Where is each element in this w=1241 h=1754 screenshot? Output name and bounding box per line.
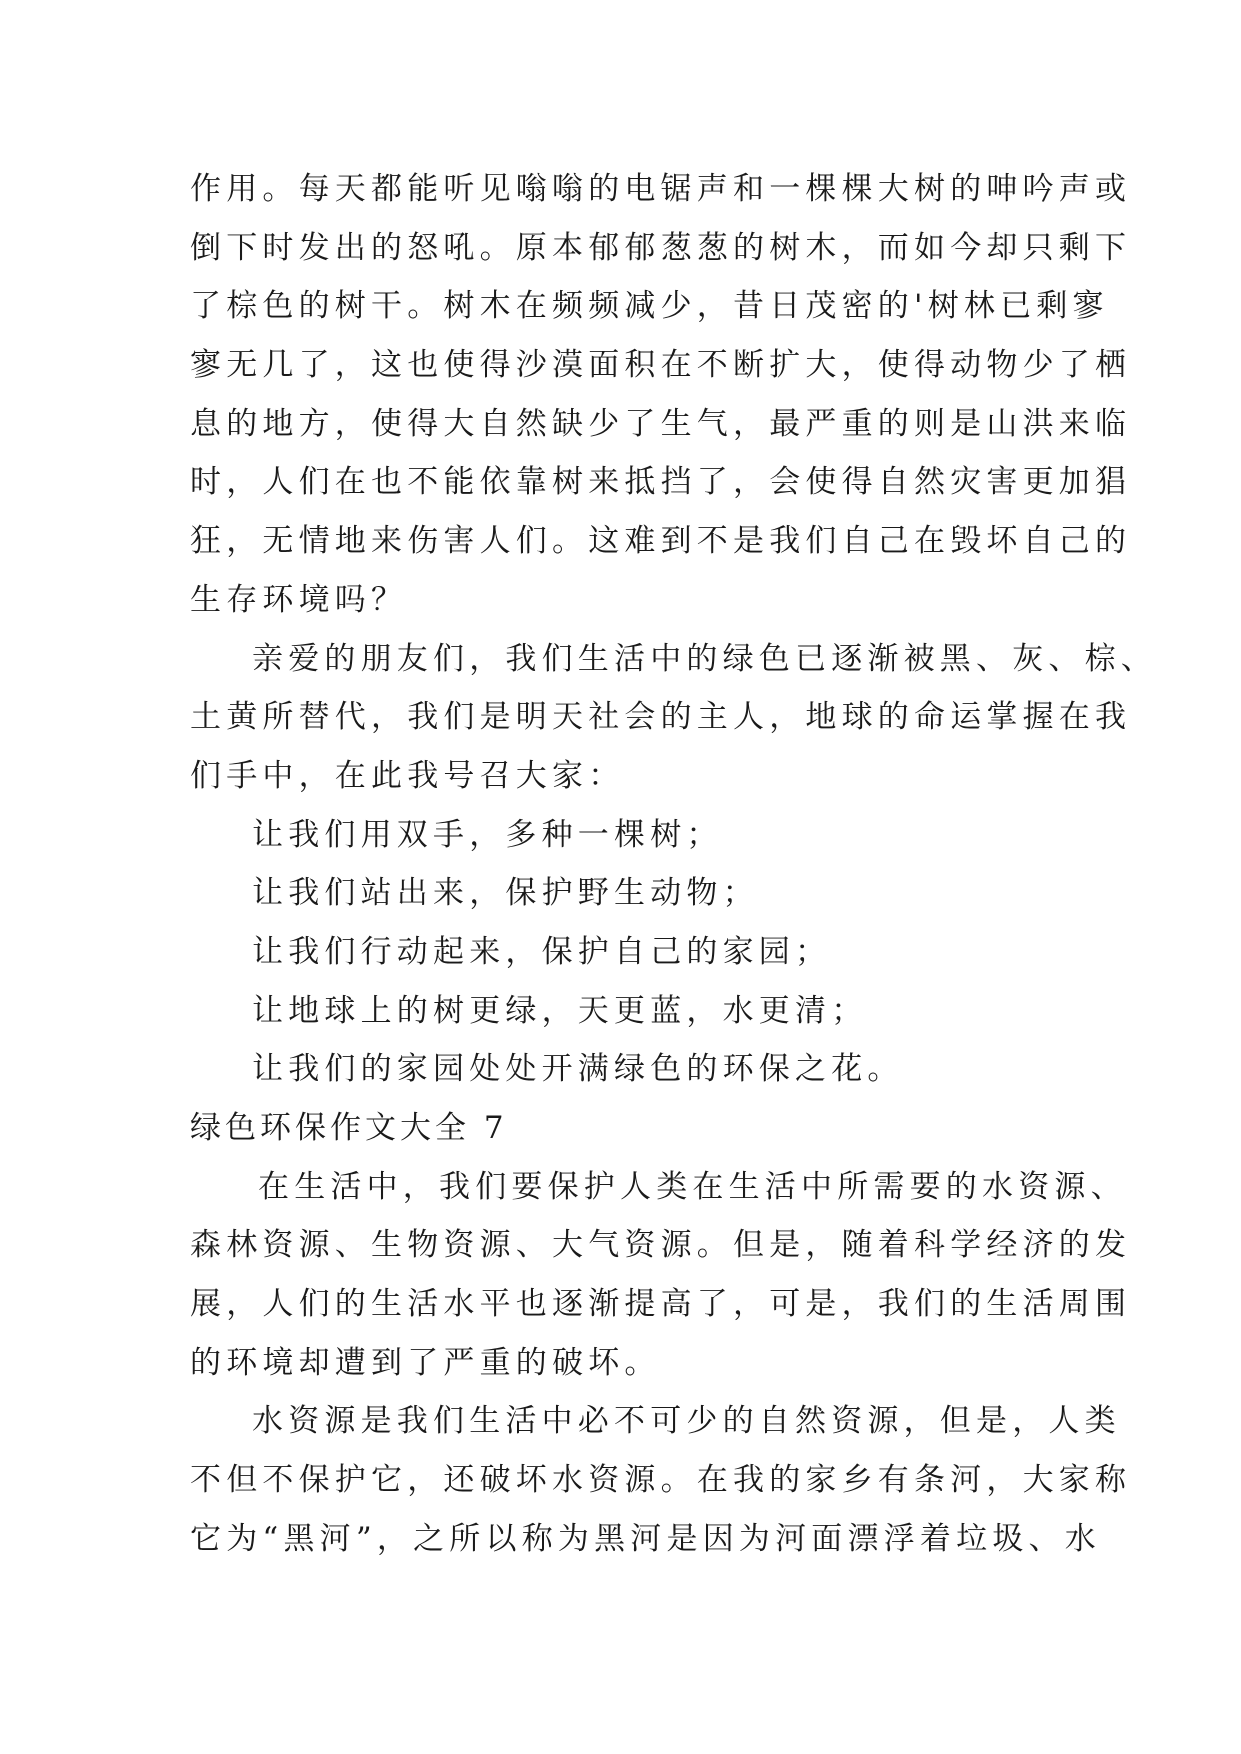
text-line: 亲爱的朋友们，我们生活中的绿色已逐渐被黑、灰、棕、 [252, 640, 1157, 677]
text-line: 作用。每天都能听见嗡嗡的电锯声和一棵棵大树的呻吟声或 [190, 171, 1132, 207]
text-line: 让地球上的树更绿，天更蓝，水更清； [252, 992, 868, 1029]
text-line: 息的地方，使得大自然缺少了生气，最严重的则是山洪来临 [190, 405, 1132, 442]
text-line: 它为“黑河”，之所以称为黑河是因为河面漂浮着垃圾、水 [190, 1520, 1101, 1557]
text-line: 水资源是我们生活中必不可少的自然资源，但是，人类 [252, 1403, 1121, 1440]
text-line: 让我们的家园处处开满绿色的环保之花。 [252, 1051, 904, 1088]
document-page [190, 160, 1157, 1569]
section-heading: 绿色环保作文大全 7 [190, 1110, 508, 1146]
text-line: 们手中，在此我号召大家： [190, 757, 625, 794]
text-line: 在生活中，我们要保护人类在生活中所需要的水资源、 [258, 1168, 1127, 1205]
text-line: 生存环境吗？ [190, 581, 408, 618]
text-line: 土黄所替代，我们是明天社会的主人，地球的命运掌握在我 [190, 699, 1132, 736]
text-line: 让我们用双手，多种一棵树； [252, 816, 723, 853]
text-line: 寥无几了，这也使得沙漠面积在不断扩大，使得动物少了栖 [190, 347, 1132, 384]
text-line: 不但不保护它，还破坏水资源。在我的家乡有条河，大家称 [190, 1462, 1132, 1499]
text-line: 倒下时发出的怒吼。原本郁郁葱葱的树木，而如今却只剩下 [190, 229, 1132, 266]
text-line: 的环境却遭到了严重的破坏。 [190, 1344, 661, 1381]
text-line: 森林资源、生物资源、大气资源。但是，随着科学经济的发 [190, 1227, 1132, 1264]
text-line: 时，人们在也不能依靠树来抵挡了，会使得自然灾害更加猖 [190, 464, 1132, 501]
text-line: 狂，无情地来伤害人们。这难到不是我们自己在毁坏自己的 [190, 523, 1132, 560]
text-line: 了棕色的树干。树木在频频减少，昔日茂密的'树林已剩寥 [190, 288, 1109, 325]
text-line: 让我们站出来，保护野生动物； [252, 875, 759, 912]
text-line: 让我们行动起来，保护自己的家园； [252, 933, 832, 970]
text-line: 展，人们的生活水平也逐渐提高了，可是，我们的生活周围 [190, 1286, 1132, 1323]
